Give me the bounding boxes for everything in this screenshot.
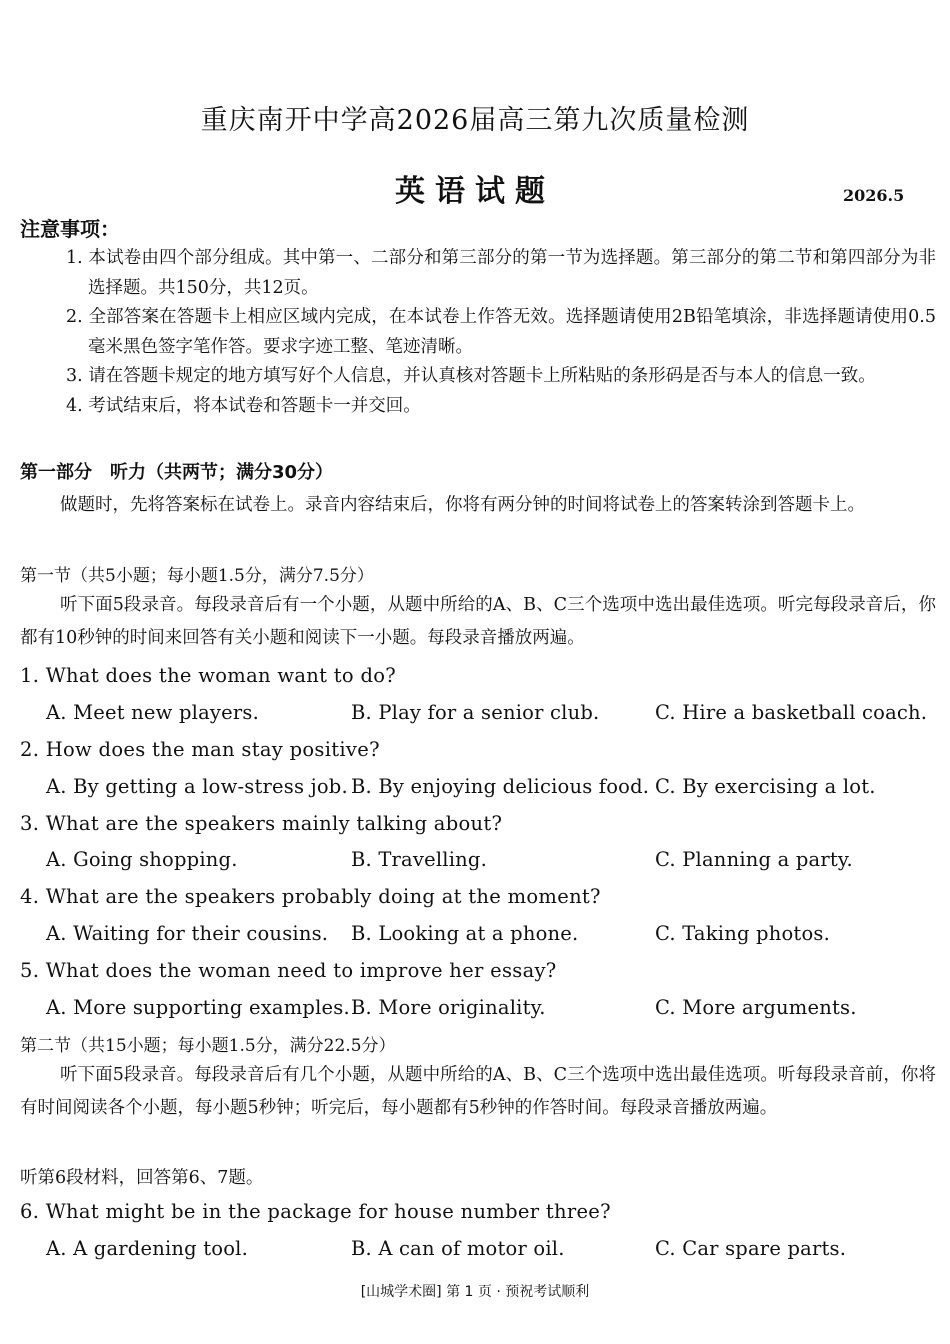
question-stem: 5. What does the woman need to improve her essay? bbox=[20, 959, 557, 982]
notice-item: 4. 考试结束后，将本试卷和答题卡一并交回。 bbox=[66, 395, 421, 416]
option-a: A. Going shopping. bbox=[46, 848, 238, 871]
option-c: C. By exercising a lot. bbox=[655, 775, 876, 798]
option-b: B. Travelling. bbox=[351, 848, 487, 871]
part-heading: 第一部分 听力（共两节；满分30分） bbox=[20, 462, 334, 483]
option-b: B. A can of motor oil. bbox=[351, 1237, 565, 1260]
option-a: A. A gardening tool. bbox=[46, 1237, 248, 1260]
subject-title: 英语试题 bbox=[395, 174, 555, 209]
option-b: B. Looking at a phone. bbox=[351, 922, 579, 945]
option-c: C. Planning a party. bbox=[655, 848, 853, 871]
notice-list bbox=[66, 244, 936, 421]
notice-item: 3. 请在答题卡规定的地方填写好个人信息，并认真核对答题卡上所粘贴的条形码是否与本人的信息一致。 bbox=[66, 366, 876, 386]
notice-heading: 注意事项： bbox=[20, 217, 120, 241]
notice-item: 1. 本试卷由四个部分组成。其中第一、二部分和第三部分的第一节为选择题。第三部分的第二节和第四部分为非选择题。共150分，共12页。 bbox=[66, 248, 936, 298]
question-stem: 2. How does the man stay positive? bbox=[20, 738, 380, 761]
part-intro: 做题时，先将答案标在试卷上。录音内容结束后，你将有两分钟的时间将试卷上的答案转涂到答题卡上。 bbox=[60, 495, 865, 515]
section1-heading: 第一节（共5小题；每小题1.5分，满分7.5分） bbox=[20, 566, 374, 586]
option-c: C. Hire a basketball coach. bbox=[655, 701, 928, 724]
question-stem: 4. What are the speakers probably doing at the moment? bbox=[20, 885, 601, 908]
option-a: A. Meet new players. bbox=[46, 701, 259, 724]
question-stem: 1. What does the woman want to do? bbox=[20, 664, 397, 687]
exam-date: 2026.5 bbox=[843, 186, 905, 205]
option-c: C. Car spare parts. bbox=[655, 1237, 847, 1260]
option-a: A. More supporting examples. bbox=[46, 996, 350, 1019]
question-stem: 6. What might be in the package for house number three? bbox=[20, 1200, 611, 1223]
section2-heading: 第二节（共15小题；每小题1.5分，满分22.5分） bbox=[20, 1036, 396, 1056]
option-c: C. Taking photos. bbox=[655, 922, 830, 945]
section2-intro: 听下面5段录音。每段录音后有几个小题，从题中所给的A、B、C三个选项中选出最佳选项。听每段录音前，你将有时间阅读各个小题，每小题5秒钟；听完后，每小题都有5秒钟的作答时间。每段录音播放两遍。 bbox=[20, 1065, 936, 1118]
section1-intro: 听下面5段录音。每段录音后有一个小题，从题中所给的A、B、C三个选项中选出最佳选项。听完每段录音后，你都有10秒钟的时间来回答有关小题和阅读下一小题。每段录音播放两遍。 bbox=[20, 595, 936, 648]
notice-item: 2. 全部答案在答题卡上相应区域内完成，在本试卷上作答无效。选择题请使用2B铅笔填涂，非选择题请使用0.5毫米黑色签字笔作答。要求字迹工整、笔迹清晰。 bbox=[66, 307, 936, 357]
school-title: 重庆南开中学高2026届高三第九次质量检测 bbox=[200, 105, 750, 136]
material-note: 听第6段材料，回答第6、7题。 bbox=[20, 1168, 264, 1188]
option-b: B. By enjoying delicious food. bbox=[351, 775, 650, 798]
option-a: A. Waiting for their cousins. bbox=[46, 922, 329, 945]
page-footer: [山城学术圈] 第 1 页 · 预祝考试顺利 bbox=[360, 1284, 590, 1300]
option-b: B. More originality. bbox=[351, 996, 546, 1019]
option-c: C. More arguments. bbox=[655, 996, 857, 1019]
question-stem: 3. What are the speakers mainly talking about? bbox=[20, 812, 503, 835]
option-b: B. Play for a senior club. bbox=[351, 701, 600, 724]
option-a: A. By getting a low-stress job. bbox=[46, 775, 348, 798]
